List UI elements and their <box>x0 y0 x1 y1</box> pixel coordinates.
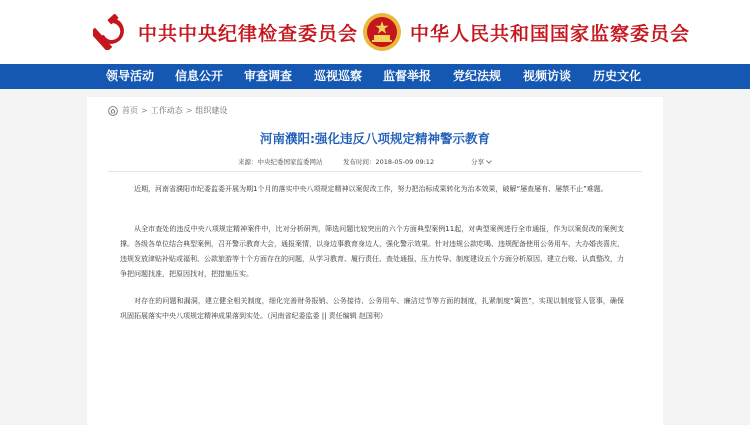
nav-item-videos[interactable]: 视频访谈 <box>523 69 572 83</box>
main-nav <box>0 64 750 89</box>
share-label: 分享 <box>471 158 484 166</box>
article-container <box>87 97 663 425</box>
article-meta <box>87 157 663 169</box>
nav-item-history[interactable]: 历史文化 <box>593 69 642 83</box>
breadcrumb-home[interactable]: 首页 <box>122 106 138 115</box>
party-emblem-icon[interactable] <box>93 14 129 50</box>
meta-divider <box>108 171 642 172</box>
article-paragraph: 近期，河南省濮阳市纪委监委开展为期1个月的落实中央八项规定精神以案促改工作，努力把治标成果转化为治本效果，破解“屡查屡有、屡禁不止”难题。 <box>134 185 608 193</box>
nav-item-information[interactable]: 信息公开 <box>175 69 224 83</box>
breadcrumb-separator: > <box>141 106 148 115</box>
party-committee-title[interactable]: 中共中央纪律检查委员会 <box>138 23 359 45</box>
breadcrumb-separator: > <box>185 106 193 115</box>
chevron-down-icon <box>486 160 492 164</box>
national-emblem-icon[interactable] <box>362 12 402 52</box>
nav-item-investigation[interactable]: 审查调查 <box>244 69 293 83</box>
nav-item-report[interactable]: 监督举报 <box>383 69 432 83</box>
breadcrumb <box>108 105 227 116</box>
article-source: 来源：中央纪委国家监委网站 <box>238 158 323 166</box>
home-icon[interactable] <box>108 106 118 116</box>
nav-item-regulations[interactable]: 党纪法规 <box>453 69 502 83</box>
article-publish-time: 发布时间：2018-05-09 09:12 <box>343 158 435 166</box>
share-button[interactable] <box>471 157 492 166</box>
national-commission-title[interactable]: 中华人民共和国国家监察委员会 <box>410 23 691 45</box>
site-header <box>0 0 750 64</box>
nav-item-inspection[interactable]: 巡视巡察 <box>314 69 363 83</box>
nav-item-leadership[interactable]: 领导活动 <box>106 69 155 83</box>
article-paragraph: 对存在的问题和漏洞，建立健全相关制度，细化完善财务报销、公务接待、公务用车、廉洁过节等方面的制度，扎紧制度“篱笆”，实现以制度管人管事，确保巩固拓展落实中央八项规定精神成果落到实处。（河南省纪委监委 || 责任编辑 赵国利） <box>120 297 624 320</box>
article-paragraph: 从全市查处的违反中央八项规定精神案件中，比对分析研判，筛选问题比较突出的六个方面典型案例11起，对典型案例进行全市通报，作为以案促改的案例支撑。各级各单位结合典型案例，召开警示教育大会，通报案情，以身边事教育身边人，强化警示效果。针对违规公款吃喝、违规配备使用公务用车、大办婚丧喜庆、违规发放津贴补贴或福利、公款旅游等十个方面存在的问题，从学习教育、履行责任、查处通报、压力传导、制度建设五个方面分析原因、建立台账、认真整改，力争把问题找准，把原因找对，把措施压实。 <box>120 225 624 278</box>
breadcrumb-organization[interactable]: 组织建设 <box>195 106 228 115</box>
breadcrumb-work-news[interactable]: 工作动态 <box>150 106 183 115</box>
article-title: 河南濮阳:强化违反八项规定精神警示教育 <box>260 131 490 146</box>
